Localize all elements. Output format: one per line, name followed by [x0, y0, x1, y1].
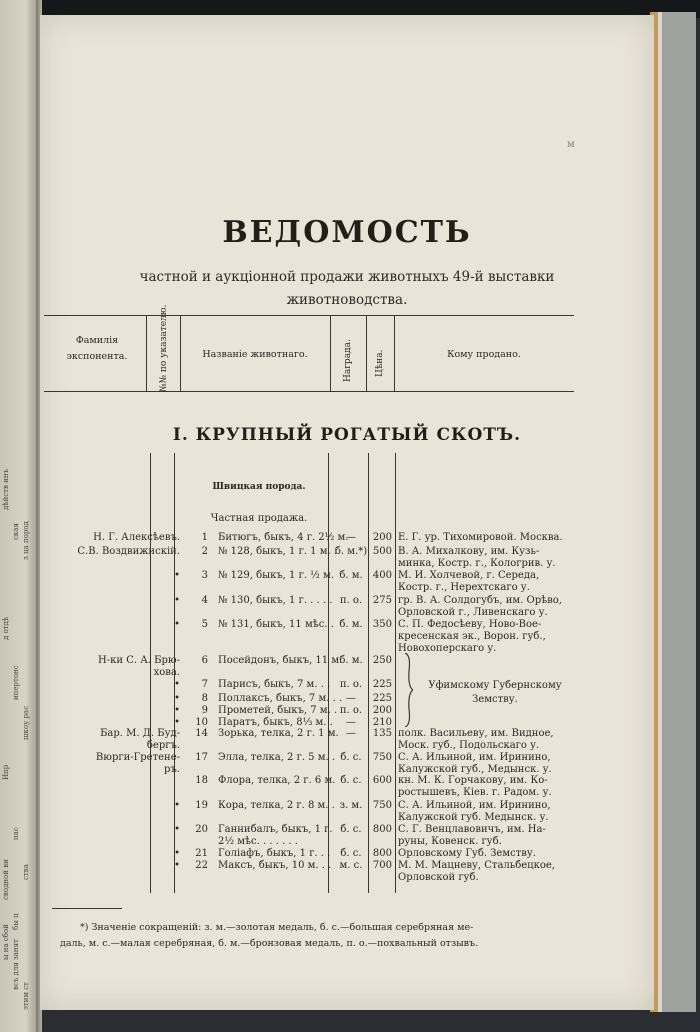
- animal-cell: № 129, быкъ, 1 г. ½ м.: [218, 570, 335, 581]
- exhibitor-cell: бергъ.: [146, 740, 180, 751]
- award-cell: б. с.: [340, 775, 362, 786]
- exhibitor-cell: ръ.: [164, 764, 180, 775]
- exhibitor-cell: Вюрги-Гретене-: [95, 752, 180, 763]
- award-cell: —: [346, 532, 356, 543]
- animal-cell: Парисъ, быкъ, 7 м. . .: [218, 679, 331, 690]
- animal-cell: Паратъ, быкъ, 8⅓ м. .: [218, 717, 333, 728]
- exhibitor-cell: Н. Г. Алексѣевъ.: [93, 532, 180, 543]
- header-animal: Названіе животнаго.: [202, 349, 308, 360]
- award-cell: п. о.: [339, 595, 363, 606]
- animal-cell: № 130, быкъ, 1 г. . . . .: [218, 595, 333, 606]
- document-subtitle: [40, 266, 654, 312]
- award-cell: б. м.: [339, 570, 363, 581]
- buyer-cell: В. А. Михалкову, им. Кузь-: [398, 546, 540, 557]
- group-buyer-line: Земству.: [472, 694, 518, 705]
- price-cell: 225: [372, 693, 392, 704]
- exhibitor-cell: •: [174, 717, 180, 728]
- document-title: ВЕДОМОСТЬ: [222, 215, 472, 250]
- catalog-number-cell: 2: [201, 546, 208, 557]
- buyer-cell: руны, Ковенск. губ.: [398, 836, 502, 847]
- catalog-number-cell: 21: [195, 848, 208, 859]
- price-cell: 400: [372, 570, 392, 581]
- margin-fragment: ы на сбой: [2, 924, 10, 960]
- header-price: Цѣна.: [375, 349, 385, 377]
- column-divider: [395, 453, 396, 893]
- exhibitor-cell: •: [174, 693, 180, 704]
- buyer-cell: Орловской г., Ливенскаго у.: [398, 607, 548, 618]
- award-cell: з. м.: [339, 800, 363, 811]
- margin-fragment: д отдѣ: [2, 616, 10, 640]
- catalog-number-cell: 3: [201, 570, 208, 581]
- award-cell: п. о.: [339, 679, 363, 690]
- buyer-cell: ростышевъ, Кіев. г. Радом. у.: [398, 787, 552, 798]
- exhibitor-cell: •: [174, 705, 180, 716]
- subtitle-line: частной и аукціонной продажи животныхъ 49-й выставки: [139, 269, 555, 285]
- price-cell: 250: [372, 655, 392, 666]
- margin-fragment: дѣйств инъ: [2, 469, 10, 510]
- buyer-cell: Орловскому Губ. Земству.: [398, 848, 536, 859]
- book-cover-board: [650, 12, 696, 1012]
- margin-fragment: ства: [22, 864, 30, 880]
- margin-fragment: всъ для занят: [12, 939, 20, 990]
- margin-fragment: бы ц: [12, 913, 20, 930]
- margin-fragment: Ипр: [2, 764, 10, 780]
- margin-fragment: ская: [12, 523, 20, 540]
- header-buyer: Кому продано.: [447, 349, 521, 360]
- column-divider: [366, 315, 367, 392]
- header-catalog-no: №№ по указателю.: [159, 304, 169, 392]
- award-cell: п. о.: [339, 705, 363, 716]
- document-page: [40, 15, 654, 1010]
- buyer-cell: Новохоперскаго у.: [398, 643, 497, 654]
- catalog-number-cell: 20: [195, 824, 208, 835]
- catalog-number-cell: 6: [201, 655, 208, 666]
- header-award: Награда.: [343, 339, 353, 382]
- buyer-cell: Моск. губ., Подольскаго у.: [398, 740, 540, 751]
- buyer-cell: М. М. Мацневу, Стальбецкое,: [398, 860, 555, 871]
- price-cell: 200: [372, 532, 392, 543]
- exhibitor-cell: •: [174, 860, 180, 871]
- catalog-number-cell: 7: [201, 679, 208, 690]
- price-cell: 750: [372, 800, 392, 811]
- exhibitor-cell: •: [174, 619, 180, 630]
- exhibitor-cell: •: [174, 679, 180, 690]
- price-cell: 210: [372, 717, 392, 728]
- award-cell: б. м.: [339, 655, 363, 666]
- buyer-cell: Калужской губ. Медынск. у.: [398, 812, 549, 823]
- brace-icon: [403, 653, 413, 727]
- animal-cell: Ганнибалъ, быкъ, 1 г.: [218, 824, 333, 835]
- award-cell: б. с.: [340, 824, 362, 835]
- buyer-cell: С. А. Ильиной, им. Иринино,: [398, 800, 551, 811]
- buyer-cell: полк. Васильеву, им. Видное,: [398, 728, 554, 739]
- animal-cell: № 131, быкъ, 11 мѣс. .: [218, 619, 334, 630]
- buyer-cell: кн. М. К. Горчакову, им. Ко-: [398, 775, 548, 786]
- price-cell: 700: [372, 860, 392, 871]
- price-cell: 500: [372, 546, 392, 557]
- price-cell: 350: [372, 619, 392, 630]
- catalog-number-cell: 8: [201, 693, 208, 704]
- exhibitor-cell: С.В. Воздвижискій.: [77, 546, 180, 557]
- footnote: [60, 920, 600, 952]
- catalog-number-cell: 1: [201, 532, 208, 543]
- margin-fragment: пас: [12, 827, 20, 840]
- exhibitor-cell: •: [174, 595, 180, 606]
- price-cell: 275: [372, 595, 392, 606]
- column-divider: [146, 315, 147, 392]
- page-mark: м: [567, 139, 575, 150]
- award-cell: б. м.*): [334, 546, 368, 557]
- animal-cell: Поллаксъ, быкъ, 7 м. . .: [218, 693, 343, 704]
- footnote-rule: [52, 908, 122, 909]
- award-cell: —: [346, 728, 356, 739]
- catalog-number-cell: 14: [195, 728, 208, 739]
- exhibitor-cell: Н-ки С. А. Брю-: [98, 655, 180, 666]
- section-title: I. КРУПНЫЙ РОГАТЫЙ СКОТЪ.: [172, 425, 522, 445]
- award-cell: —: [346, 717, 356, 728]
- exhibitor-cell: хова.: [153, 667, 180, 678]
- catalog-number-cell: 18: [195, 775, 208, 786]
- margin-fragment: сводной ви: [2, 859, 10, 900]
- buyer-cell: Костр. г., Нерехтскаго у.: [398, 582, 530, 593]
- header-top-rule: [44, 315, 574, 316]
- award-cell: б. м.: [339, 619, 363, 630]
- buyer-cell: С. П. Федосѣеву, Ново-Вое-: [398, 619, 542, 630]
- footnote-line: даль, м. с.—малая серебряная, б. м.—бронзовая медаль, п. о.—похвальный отзывъ.: [60, 938, 479, 949]
- animal-cell: Элла, телка, 2 г. 5 м. .: [218, 752, 336, 763]
- price-cell: 800: [372, 848, 392, 859]
- catalog-number-cell: 17: [195, 752, 208, 763]
- exhibitor-cell: •: [174, 800, 180, 811]
- price-cell: 135: [372, 728, 392, 739]
- animal-cell: Голіафъ, быкъ, 1 г. . .: [218, 848, 331, 859]
- subtitle-line: животноводства.: [286, 292, 408, 308]
- award-cell: м. с.: [339, 860, 363, 871]
- buyer-cell: С. Г. Венцлавовичъ, им. На-: [398, 824, 546, 835]
- exhibitor-cell: •: [174, 848, 180, 859]
- margin-fragment: шкоу рас: [22, 705, 30, 740]
- animal-cell: Битюгъ, быкъ, 4 г. 2½ м.: [218, 532, 349, 543]
- price-cell: 800: [372, 824, 392, 835]
- award-cell: б. с.: [340, 848, 362, 859]
- price-cell: 600: [372, 775, 392, 786]
- header-bottom-rule: [44, 391, 574, 392]
- column-divider: [330, 315, 331, 392]
- exhibitor-cell: Бар. М. Д. Буд-: [100, 728, 180, 739]
- margin-fragment: з ца пород: [22, 521, 30, 560]
- animal-cell: Флора, телка, 2 г. 6 м.: [218, 775, 336, 786]
- footnote-line: *) Значеніе сокращеній: з. м.—золотая медаль, б. с.—большая серебряная ме-: [80, 922, 474, 933]
- catalog-number-cell: 22: [195, 860, 208, 871]
- animal-cell: Посейдонъ, быкъ, 11 м.: [218, 655, 343, 666]
- price-cell: 750: [372, 752, 392, 763]
- left-page-edge: [0, 0, 36, 1032]
- buyer-cell: М. И. Холчевой, г. Середа,: [398, 570, 540, 581]
- exhibitor-cell: •: [174, 824, 180, 835]
- header-exhibitor: Фамилія экспонента.: [66, 335, 128, 362]
- group-buyer: [420, 679, 570, 707]
- margin-fragment: ипертонс: [12, 665, 20, 700]
- animal-cell: Прометей, быкъ, 7 м. .: [218, 705, 338, 716]
- group-buyer-line: Уфимскому Губернскому: [428, 680, 562, 691]
- animal-cell: № 128, быкъ, 1 г. 1 м. .: [218, 546, 338, 557]
- buyer-cell: минка, Костр. г., Кологрив. у.: [398, 558, 556, 569]
- catalog-number-cell: 4: [201, 595, 208, 606]
- catalog-number-cell: 9: [201, 705, 208, 716]
- buyer-cell: Е. Г. ур. Тихомировой. Москва.: [398, 532, 563, 543]
- animal-cell: Зорька, телка, 2 г. 1 м.: [218, 728, 339, 739]
- catalog-number-cell: 19: [195, 800, 208, 811]
- margin-fragment: этим ст: [22, 982, 30, 1010]
- award-cell: —: [346, 693, 356, 704]
- buyer-cell: Калужской губ., Медынск. у.: [398, 764, 552, 775]
- catalog-number-cell: 10: [195, 717, 208, 728]
- animal-cell: Максъ, быкъ, 10 м. . .: [218, 860, 332, 871]
- catalog-number-cell: 5: [201, 619, 208, 630]
- award-cell: б. с.: [340, 752, 362, 763]
- breed-label: Швицкая порода.: [212, 482, 306, 492]
- price-cell: 225: [372, 679, 392, 690]
- buyer-cell: Орловской губ.: [398, 872, 479, 883]
- animal-cell: Кора, телка, 2 г. 8 м. .: [218, 800, 335, 811]
- sale-type-label: Частная продажа.: [210, 513, 308, 524]
- price-cell: 200: [372, 705, 392, 716]
- buyer-cell: кресенская эк., Ворон. губ.,: [398, 631, 546, 642]
- buyer-cell: С. А. Ильиной, им. Иринино,: [398, 752, 551, 763]
- exhibitor-cell: •: [174, 570, 180, 581]
- animal-cell: 2½ мѣс. . . . . . .: [218, 836, 298, 847]
- buyer-cell: гр. В. А. Солдогубъ, им. Орѣво,: [398, 595, 562, 606]
